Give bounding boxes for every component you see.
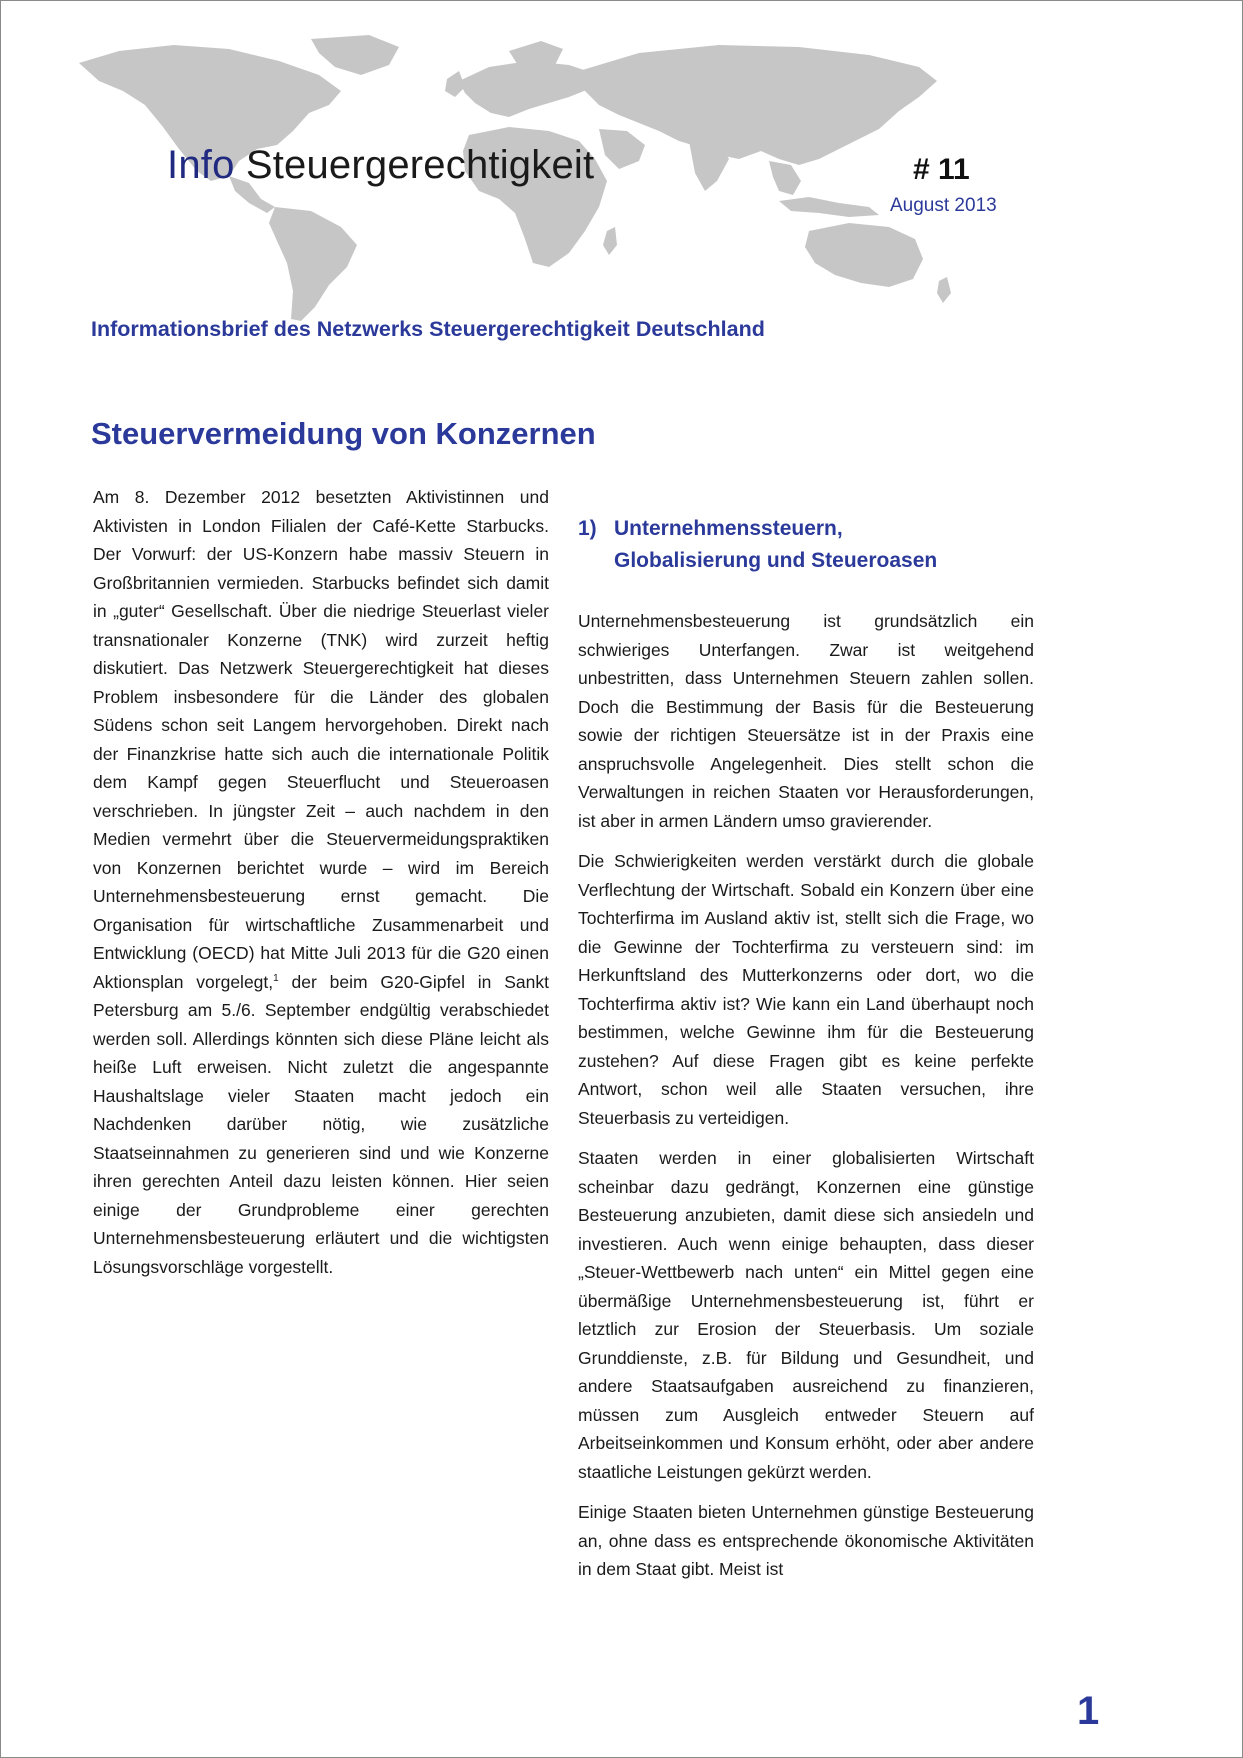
publication-title-prefix: Info: [167, 143, 235, 187]
footnote-marker: 1: [273, 972, 279, 984]
intro-paragraph: [93, 483, 549, 1281]
section-paragraph: Staaten werden in einer globalisierten Wirtschaft scheinbar dazu gedrängt, Konzernen eine günstige Besteuerung anzubieten, damit diese sich ansiedeln und investieren. Auch wenn einige behaupten, dass dieser „Steuer-Wettbewerb nach unten“ ein Mittel gegen eine übermäßige Unternehmensbesteuerung ist, führt er letztlich zur Erosion der Steuerbasis. Um soziale Grunddienste, z.B. für Bildung und Gesundheit, und andere Staatsaufgaben ausreichend zu finanzieren, müssen zum Ausgleich entweder Steuern auf Arbeitseinkommen und Konsum erhöht, oder aber andere staatliche Leistungen gekürzt werden.: [578, 1148, 1034, 1482]
issue-date: August 2013: [890, 195, 997, 216]
section-title-line2: Globalisierung und Steueroasen: [614, 549, 938, 572]
section-body-column: [578, 607, 1034, 1584]
issue-number: # 11: [913, 153, 970, 186]
section-title-line1: Unternehmenssteuern,: [614, 517, 843, 540]
intro-column: [93, 483, 549, 1281]
section-paragraph: Unternehmensbesteuerung ist grundsätzlich ein schwieriges Unterfangen. Zwar ist weitgehend unbestritten, dass Unternehmen Steuern zahlen sollen. Doch die Bestimmung der Basis für die Besteuerung sowie der richtigen Steuersätze ist in der Praxis eine anspruchsvolle Angelegenheit. Dies stellt schon die Verwaltungen in reichen Staaten vor Herausforderungen, ist aber in armen Ländern umso gravierender.: [578, 611, 1034, 831]
section-paragraph: Einige Staaten bieten Unternehmen günstige Besteuerung an, ohne dass es entsprechende ökonomische Aktivitäten in dem Staat gibt. Meist ist: [578, 1502, 1034, 1579]
publication-title: [167, 143, 594, 188]
article-title: Steuervermeidung von Konzernen: [91, 416, 596, 451]
newsletter-subtitle: Informationsbrief des Netzwerks Steuergerechtigkeit Deutschland: [91, 317, 765, 341]
section-paragraph: Die Schwierigkeiten werden verstärkt durch die globale Verflechtung der Wirtschaft. Sobald ein Konzern über eine Tochterfirma im Ausland aktiv ist, stellt sich die Frage, wo die Gewinne der Tochterfirma zu versteuern sind: im Herkunftsland des Mutterkonzerns oder dort, wo die Tochterfirma aktiv ist? Wie kann ein Land überhaupt noch bestimmen, welche Gewinne ihm für die Besteuerung zustehen? Auf diese Fragen gibt es keine perfekte Antwort, schon weil alle Staaten versuchen, ihre Steuerbasis zu verteidigen.: [578, 851, 1034, 1128]
intro-text-continued: der beim G20-Gipfel in Sankt Petersburg am 5./6. September endgültig verabschiedet werden soll. Allerdings könnten sich diese Pläne leicht als heiße Luft erweisen. Nicht zuletzt die angespannte Haushaltslage vieler Staaten macht jedoch ein Nachdenken darüber nötig, wie zusätzliche Staatseinnahmen zu generieren sind und wie Konzerne ihren gerechten Anteil dazu leisten können. Hier seien einige der Grundprobleme einer gerechten Unternehmensbesteuerung erläutert und die wichtigsten Lösungsvorschläge vorgestellt.: [93, 971, 549, 1277]
section-heading: [578, 513, 1034, 577]
publication-title-rest: Steuergerechtigkeit: [234, 143, 595, 187]
intro-text: Am 8. Dezember 2012 besetzten Aktivistinnen und Aktivisten in London Filialen der Café-Kette Starbucks. Der Vorwurf: der US-Konzern habe massiv Steuern in Großbritannien vermieden. Starbucks befindet sich damit in „guter“ Gesellschaft. Über die niedrige Steuerlast vieler transnationaler Konzerne (TNK) wird zurzeit heftig diskutiert. Das Netzwerk Steuergerechtigkeit hat dieses Problem insbesondere für die Länder des globalen Südens schon seit Langem hervorgehoben. Direkt nach der Finanzkrise hatte sich auch die internationale Politik dem Kampf gegen Steuerflucht und Steueroasen verschrieben. In jüngster Zeit – auch nachdem in den Medien vermehrt über die Steuervermeidungspraktiken von Konzernen berichtet wurde – wird im Bereich Unternehmensbesteuerung ernst gemacht. Die Organisation für wirtschaftliche Zusammenarbeit und Entwicklung (OECD) hat Mitte Juli 2013 für die G20 einen Aktionsplan vorgelegt,: [93, 487, 549, 992]
section-number: 1): [578, 517, 597, 540]
page-number: 1: [1077, 1689, 1100, 1733]
